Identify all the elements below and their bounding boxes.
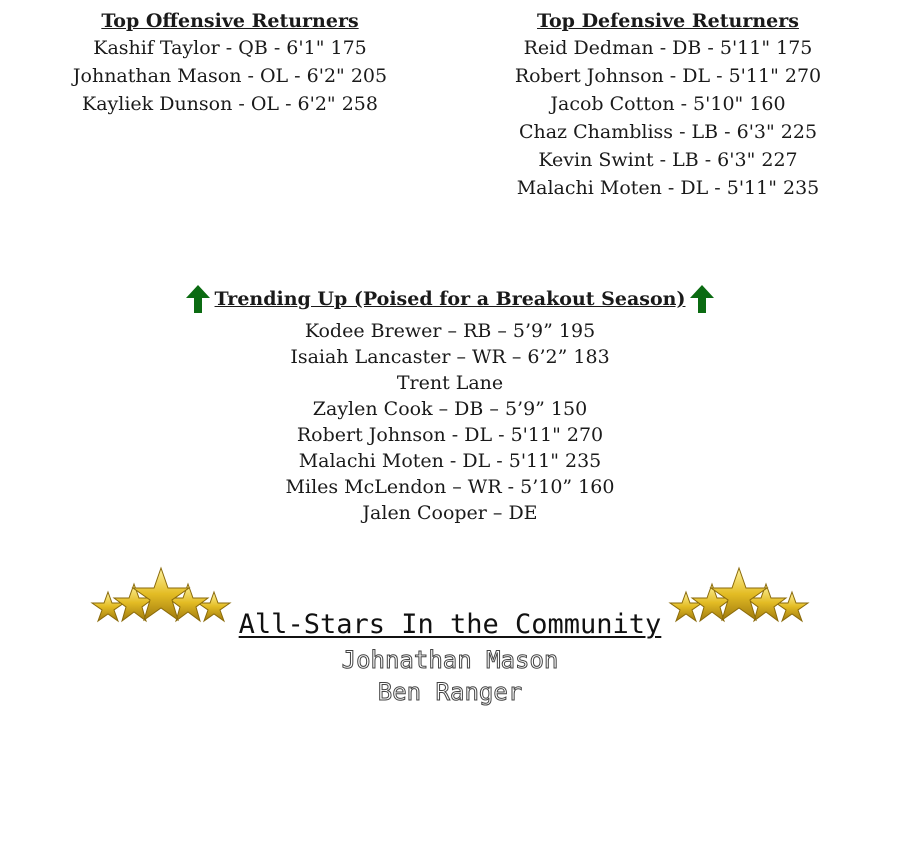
- defensive-player: Chaz Chambliss - LB - 6'3" 225: [518, 121, 818, 143]
- community-heading: All-Stars In the Community: [238, 609, 662, 640]
- offensive-returners-heading: Top Offensive Returners: [101, 10, 359, 32]
- community-name: Ben Ranger: [377, 678, 523, 706]
- trending-player: Kodee Brewer – RB – 5’9” 195: [304, 320, 596, 342]
- trending-player: Trent Lane: [396, 372, 504, 394]
- defensive-player: Malachi Moten - DL - 5'11" 235: [516, 177, 820, 199]
- up-arrow-icon: [689, 284, 715, 314]
- trending-player: Jalen Cooper – DE: [362, 502, 538, 524]
- defensive-returners-heading: Top Defensive Returners: [537, 10, 799, 32]
- trending-player: Malachi Moten - DL - 5'11" 235: [298, 450, 602, 472]
- community-name: Johnathan Mason: [341, 646, 559, 674]
- trending-up-header: [185, 284, 716, 314]
- up-arrow-icon: [185, 284, 211, 314]
- trending-player: Miles McLendon – WR - 5’10” 160: [285, 476, 615, 498]
- defensive-player: Robert Johnson - DL - 5'11" 270: [514, 65, 822, 87]
- trending-player: Robert Johnson - DL - 5'11" 270: [296, 424, 604, 446]
- trending-up-section: [0, 284, 900, 526]
- defensive-player: Kevin Swint - LB - 6'3" 227: [538, 149, 798, 171]
- defensive-player: Reid Dedman - DB - 5'11" 175: [523, 37, 813, 59]
- trending-player-list: [0, 318, 900, 526]
- defensive-returners-section: [468, 8, 868, 202]
- offensive-player: Kashif Taylor - QB - 6'1" 175: [93, 37, 367, 59]
- trending-player: Isaiah Lancaster – WR – 6’2” 183: [290, 346, 610, 368]
- community-section: [0, 606, 900, 708]
- offensive-player: Kayliek Dunson - OL - 6'2" 258: [82, 93, 378, 115]
- defensive-player: Jacob Cotton - 5'10" 160: [550, 93, 786, 115]
- offensive-returners-section: [30, 8, 430, 118]
- offensive-player: Johnathan Mason - OL - 6'2" 205: [72, 65, 388, 87]
- trending-player: Zaylen Cook – DB – 5’9” 150: [312, 398, 588, 420]
- trending-up-heading: Trending Up (Poised for a Breakout Season): [214, 288, 686, 310]
